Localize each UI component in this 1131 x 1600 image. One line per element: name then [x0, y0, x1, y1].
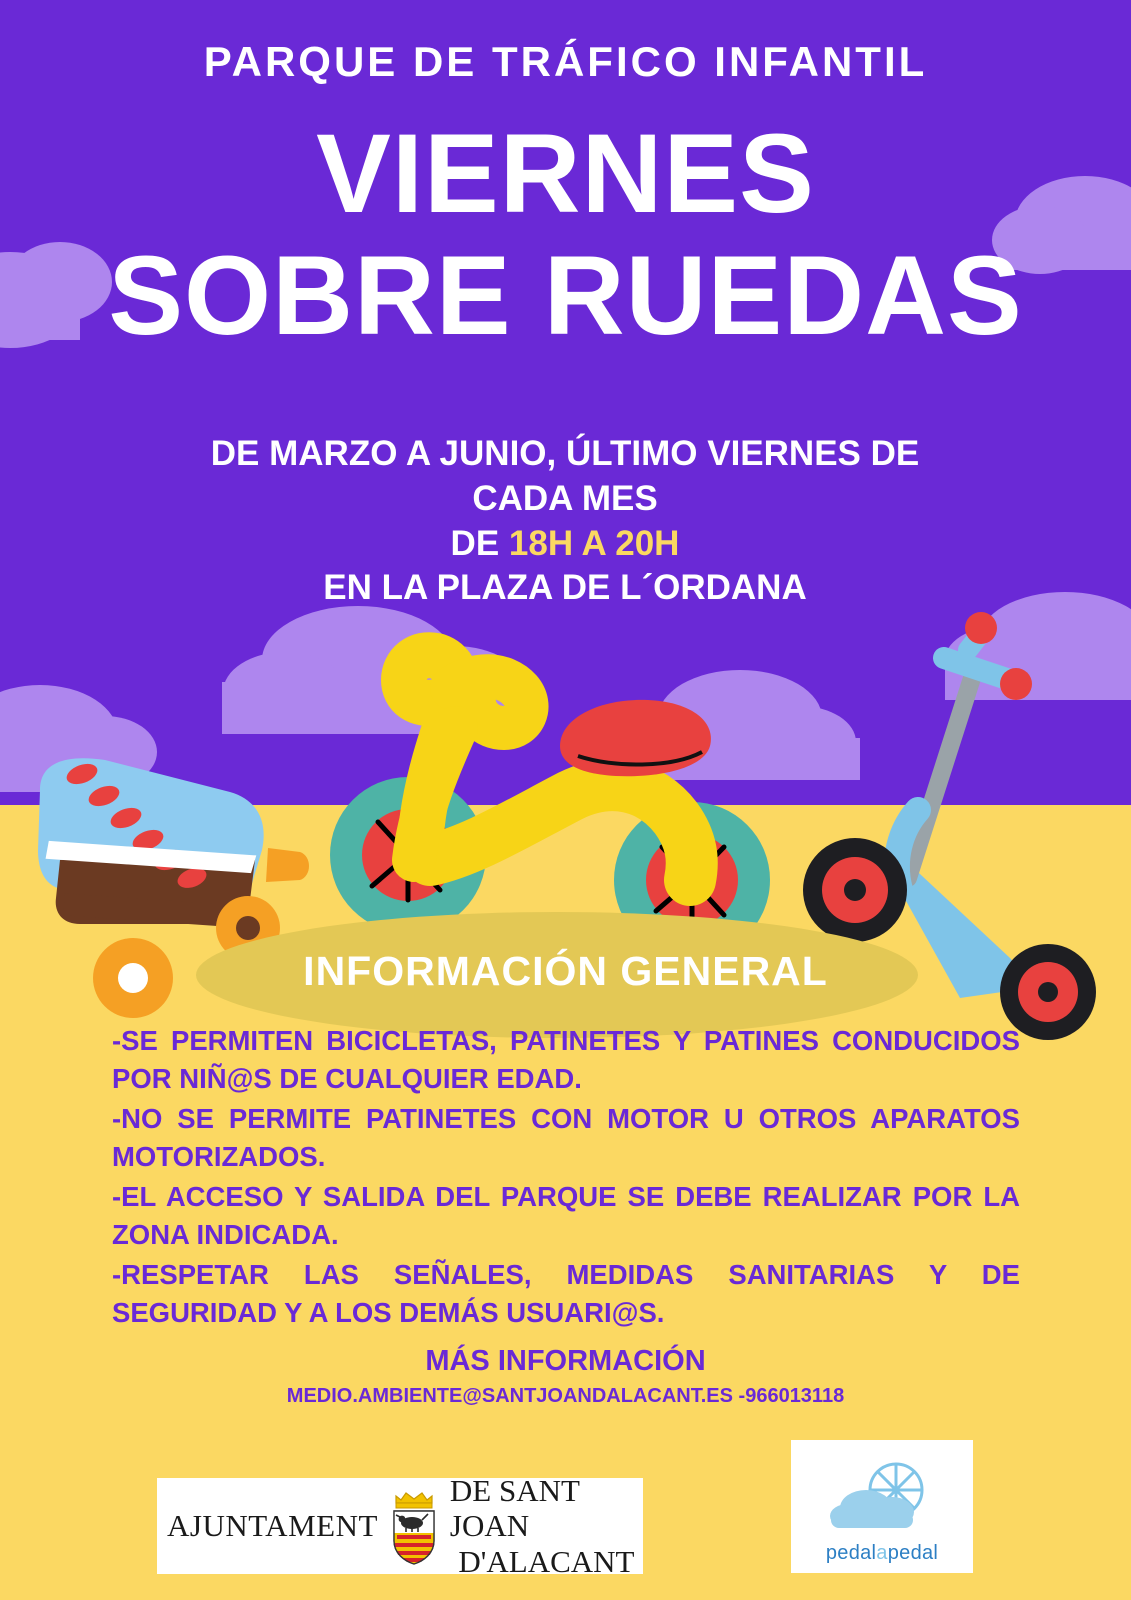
rule-item: -RESPETAR LAS SEÑALES, MEDIDAS SANITARIAS Y DE SEGURIDAD Y A LOS DEMÁS USUARI@S.: [112, 1258, 1020, 1328]
logo-ajuntament-sant-joan: [157, 1472, 643, 1579]
rule-item: -SE PERMITEN BICICLETAS, PATINETES Y PATINES CONDUCIDOS POR NIÑ@S DE CUALQUIER EDAD.: [112, 1025, 1020, 1094]
poster-title-line1: VIERNES: [316, 111, 815, 236]
logo-pedal-a-pedal: [791, 1440, 973, 1573]
info-general-heading: INFORMACIÓN GENERAL: [303, 948, 828, 994]
pedal-word-1: pedal: [825, 1542, 877, 1564]
rules-list: [112, 1022, 1020, 1334]
ajuntament-name-line2: D'ALACANT: [458, 1543, 635, 1579]
coat-of-arms-icon: [386, 1487, 442, 1565]
schedule-hours: 18H A 20H: [508, 523, 680, 563]
more-info-heading: MÁS INFORMACIÓN: [425, 1345, 706, 1377]
pedal-word-2: pedal: [887, 1542, 939, 1564]
pedal-a-pedal-wordmark: [826, 1542, 938, 1565]
schedule-line2: CADA MES: [472, 478, 658, 518]
ajuntament-name-line1: DE SANT JOAN: [449, 1472, 580, 1544]
schedule-line1: DE MARZO A JUNIO, ÚLTIMO VIERNES DE: [210, 434, 920, 473]
ajuntament-label: AJUNTAMENT: [167, 1508, 378, 1543]
schedule-line3-prefix: DE: [450, 523, 509, 563]
cloud-wheel-icon: [822, 1456, 942, 1542]
poster-title-line2: SOBRE RUEDAS: [108, 233, 1023, 358]
pedal-word-mid: a: [876, 1542, 888, 1564]
contact-line: MEDIO.AMBIENTE@SANTJOANDALACANT.ES -966013118: [286, 1385, 845, 1407]
schedule-place: EN LA PLAZA DE L´ORDANA: [323, 568, 807, 608]
rule-item: -NO SE PERMITE PATINETES CON MOTOR U OTROS APARATOS MOTORIZADOS.: [112, 1102, 1020, 1172]
ajuntament-name: [450, 1473, 643, 1580]
poster-kicker: PARQUE DE TRÁFICO INFANTIL: [203, 38, 928, 85]
rule-item: -EL ACCESO Y SALIDA DEL PARQUE SE DEBE REALIZAR POR LA ZONA INDICADA.: [112, 1180, 1020, 1250]
